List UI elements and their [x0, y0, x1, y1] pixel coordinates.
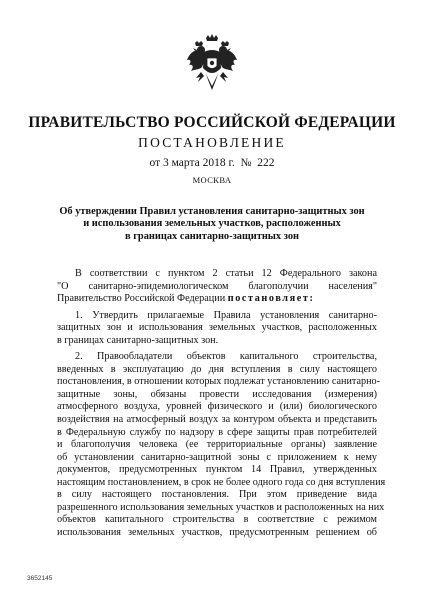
text-line: об установлении санитарно-защитной зоны с приложением к нему	[57, 451, 377, 463]
heading-line: Об утверждении Правил установления санитарно-защитных зон	[59, 206, 365, 217]
text-fragment: Правительство Российской Федерации	[57, 293, 228, 305]
text-line: 1. Утвердить прилагаемые Правила установления санитарно-	[75, 309, 377, 321]
text-line: использования земельных участков, предусмотренным решением об	[57, 526, 377, 538]
resolution-heading	[40, 206, 384, 243]
heading-line: в границах санитарно-защитных зон	[124, 230, 300, 242]
text-line: объектов капитального строительства в соответствие с режимом	[57, 514, 377, 526]
item-2-paragraph	[57, 351, 386, 539]
government-title: ПРАВИТЕЛЬСТВО РОССИЙСКОЙ ФЕДЕРАЦИИ	[28, 114, 396, 131]
text-line: "О санитарно-эпидемиологическом благополучии населения"	[57, 280, 377, 292]
item-1-paragraph	[57, 310, 377, 348]
text-line: защитных зон и использования земельных участков, расположенных	[57, 322, 377, 334]
text-line: защитные зоны, обязаны провести исследования (измерения)	[57, 388, 377, 400]
text-line	[57, 293, 377, 306]
heading-line: и использования земельных участков, расположенных	[83, 218, 341, 230]
text-line: 2. Правообладатели объектов капитального строительства,	[75, 351, 377, 363]
decree-keyword: постановляет:	[227, 293, 315, 305]
document-body	[57, 268, 386, 543]
text-line: В соответствии с пунктом 2 статьи 12 Федерального закона	[75, 268, 377, 279]
text-line: атмосферного воздуха, уровней физического и (или) биологического	[57, 401, 377, 413]
preamble-paragraph	[57, 268, 377, 306]
text-line: в границах санитарно-защитных зон.	[57, 334, 219, 346]
text-line: постановления, в отношении которых подлежат установлению санитарно-	[57, 376, 381, 388]
text-line: воздействия на атмосферный воздух за контуром объекта и представить	[57, 414, 377, 426]
text-line: и благополучия человека (ее территориальные органы) заявление	[57, 439, 377, 451]
document-number: 3652145	[27, 575, 53, 582]
coat-of-arms-icon	[186, 34, 238, 92]
text-line: разрешенного использования земельных участков и расположенных на них	[57, 501, 385, 513]
text-line: документов, предусмотренных пунктом 14 Правил, утвержденных	[57, 464, 377, 476]
city-name: МОСКВА	[192, 175, 232, 185]
document-type: ПОСТАНОВЛЕНИЕ	[138, 135, 286, 150]
text-line: в силу настоящего постановления. При этом приведение вида	[57, 489, 377, 501]
date-and-number: от 3 марта 2018 г. № 222	[149, 157, 275, 169]
text-line: настоящим постановлением, в срок не более одного года со дня вступления	[57, 476, 386, 488]
text-line: в Федеральную службу по надзору в сфере защиты прав потребителей	[57, 426, 377, 438]
text-line: введенных в эксплуатацию до дня вступления в силу настоящего	[57, 363, 377, 375]
